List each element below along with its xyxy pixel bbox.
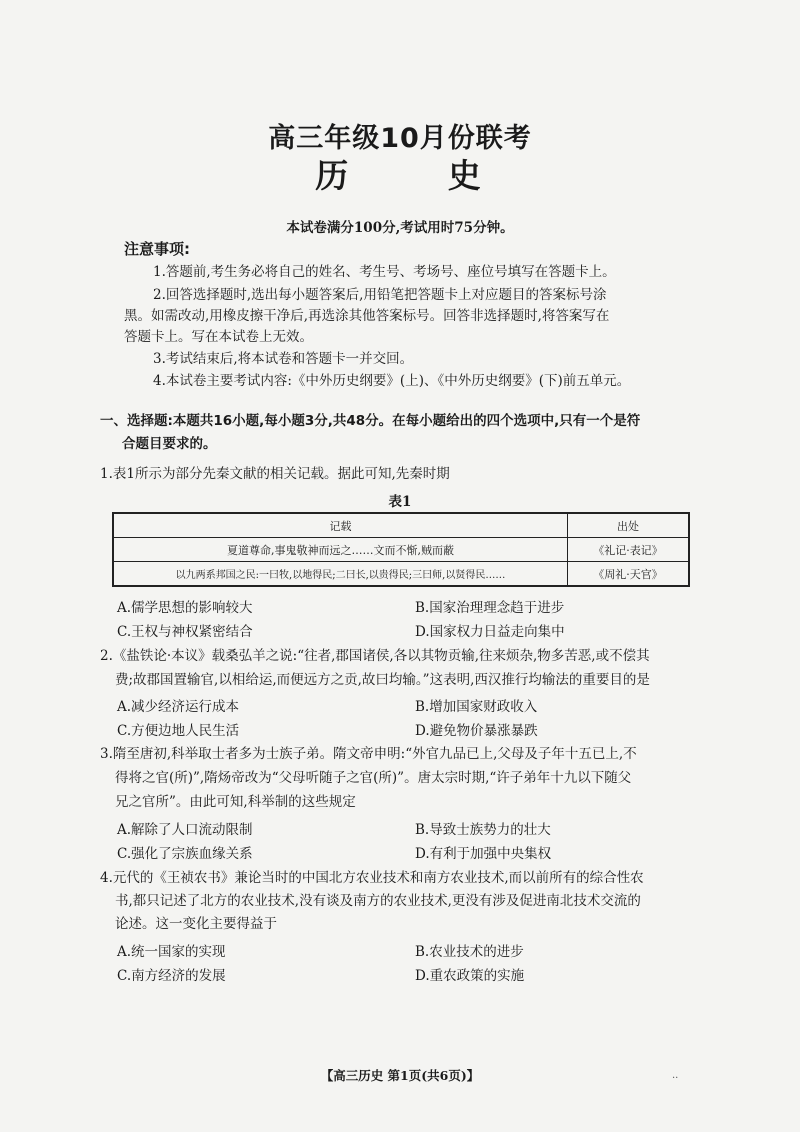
table-header-cell: 出处 <box>568 513 690 538</box>
option-b: B.国家治理理念趋于进步 <box>415 600 565 616</box>
exam-info: 本试卷满分100分,考试用时75分钟。 <box>286 220 514 236</box>
option-b: B.农业技术的进步 <box>415 944 524 960</box>
table-cell: 以九两系邦国之民:一曰牧,以地得民;二曰长,以贵得民;三曰师,以贤得民…… <box>113 562 568 587</box>
table-header-row <box>113 513 689 538</box>
exam-title: 高三年级10月份联考 <box>268 123 532 154</box>
table-row <box>113 538 689 562</box>
option-a: A.解除了人口流动限制 <box>117 822 253 838</box>
notice-line: 2.回答选择题时,选出每小题答案后,用铅笔把答题卡上对应题目的答案标号涂 <box>153 287 607 303</box>
option-a: A.统一国家的实现 <box>117 944 226 960</box>
option-d: D.国家权力日益走向集中 <box>415 624 565 640</box>
notice-line: 3.考试结束后,将本试卷和答题卡一并交回。 <box>153 351 414 367</box>
question-3-line: 兄之官所”。由此可知,科举制的这些规定 <box>115 794 356 810</box>
option-d: D.重农政策的实施 <box>415 968 525 984</box>
option-d: D.有利于加强中央集权 <box>415 846 552 862</box>
notice-line: 答题卡上。写在本试卷上无效。 <box>124 329 313 345</box>
corner-mark: .. <box>672 1070 679 1081</box>
subject-title: 历 史 <box>315 156 525 195</box>
option-c: C.王权与神权紧密结合 <box>117 624 253 640</box>
question-3-line: 3.隋至唐初,科举取士者多为士族子弟。隋文帝申明:“外官九品已上,父母及子年十五已上,不 <box>100 746 637 762</box>
table-header-cell: 记载 <box>113 513 568 538</box>
table-cell: 《周礼·天官》 <box>568 562 690 587</box>
question-4-line: 4.元代的《王祯农书》兼论当时的中国北方农业技术和南方农业技术,而以前所有的综合性农 <box>100 870 644 886</box>
page-footer: 【高三历史 第1页(共6页)】 <box>320 1068 480 1083</box>
notice-line: 黑。如需改动,用橡皮擦干净后,再选涂其他答案标号。回答非选择题时,将答案写在 <box>124 308 610 324</box>
option-c: C.方便边地人民生活 <box>117 723 240 739</box>
notice-line: 4.本试卷主要考试内容:《中外历史纲要》(上)、《中外历史纲要》(下)前五单元。 <box>153 373 631 389</box>
table-title: 表1 <box>388 494 412 510</box>
table-cell: 《礼记·表记》 <box>568 538 690 562</box>
question-3-line: 得将之官(所)”,隋炀帝改为“父母听随子之官(所)”。唐太宗时期,“许子弟年十九以下随父 <box>115 770 632 786</box>
question-4-line: 书,都只记述了北方的农业技术,没有谈及南方的农业技术,更没有涉及促进南北技术交流的 <box>115 893 641 909</box>
option-d: D.避免物价暴涨暴跌 <box>415 723 538 739</box>
section-line: 一、选择题:本题共16小题,每小题3分,共48分。在每小题给出的四个选项中,只有一个是符 <box>100 413 641 429</box>
question-2-line: 费;故郡国置输官,以相给运,而便远方之贡,故曰均输。”这表明,西汉推行均输法的重要目的是 <box>115 672 650 688</box>
question-4-line: 论述。这一变化主要得益于 <box>115 916 277 932</box>
option-c: C.南方经济的发展 <box>117 968 226 984</box>
option-c: C.强化了宗族血缘关系 <box>117 846 253 862</box>
option-b: B.增加国家财政收入 <box>415 699 538 715</box>
section-heading <box>100 410 700 456</box>
question-2-line: 2.《盐铁论·本议》载桑弘羊之说:“往者,郡国诸侯,各以其物贡输,往来烦杂,物多苦恶,或不偿其 <box>100 648 650 664</box>
table-row <box>113 562 689 587</box>
section-line: 合题目要求的。 <box>122 436 217 452</box>
question-1-stem: 1.表1所示为部分先秦文献的相关记载。据此可知,先秦时期 <box>100 466 450 482</box>
records-table <box>112 512 690 587</box>
notice-line: 1.答题前,考生务必将自己的姓名、考生号、考场号、座位号填写在答题卡上。 <box>153 264 616 280</box>
table-cell: 夏道尊命,事鬼敬神而远之……文而不惭,贼而蔽 <box>113 538 568 562</box>
option-a: A.儒学思想的影响较大 <box>117 600 253 616</box>
notice-heading: 注意事项: <box>124 240 190 258</box>
option-b: B.导致士族势力的壮大 <box>415 822 551 838</box>
option-a: A.减少经济运行成本 <box>117 699 240 715</box>
